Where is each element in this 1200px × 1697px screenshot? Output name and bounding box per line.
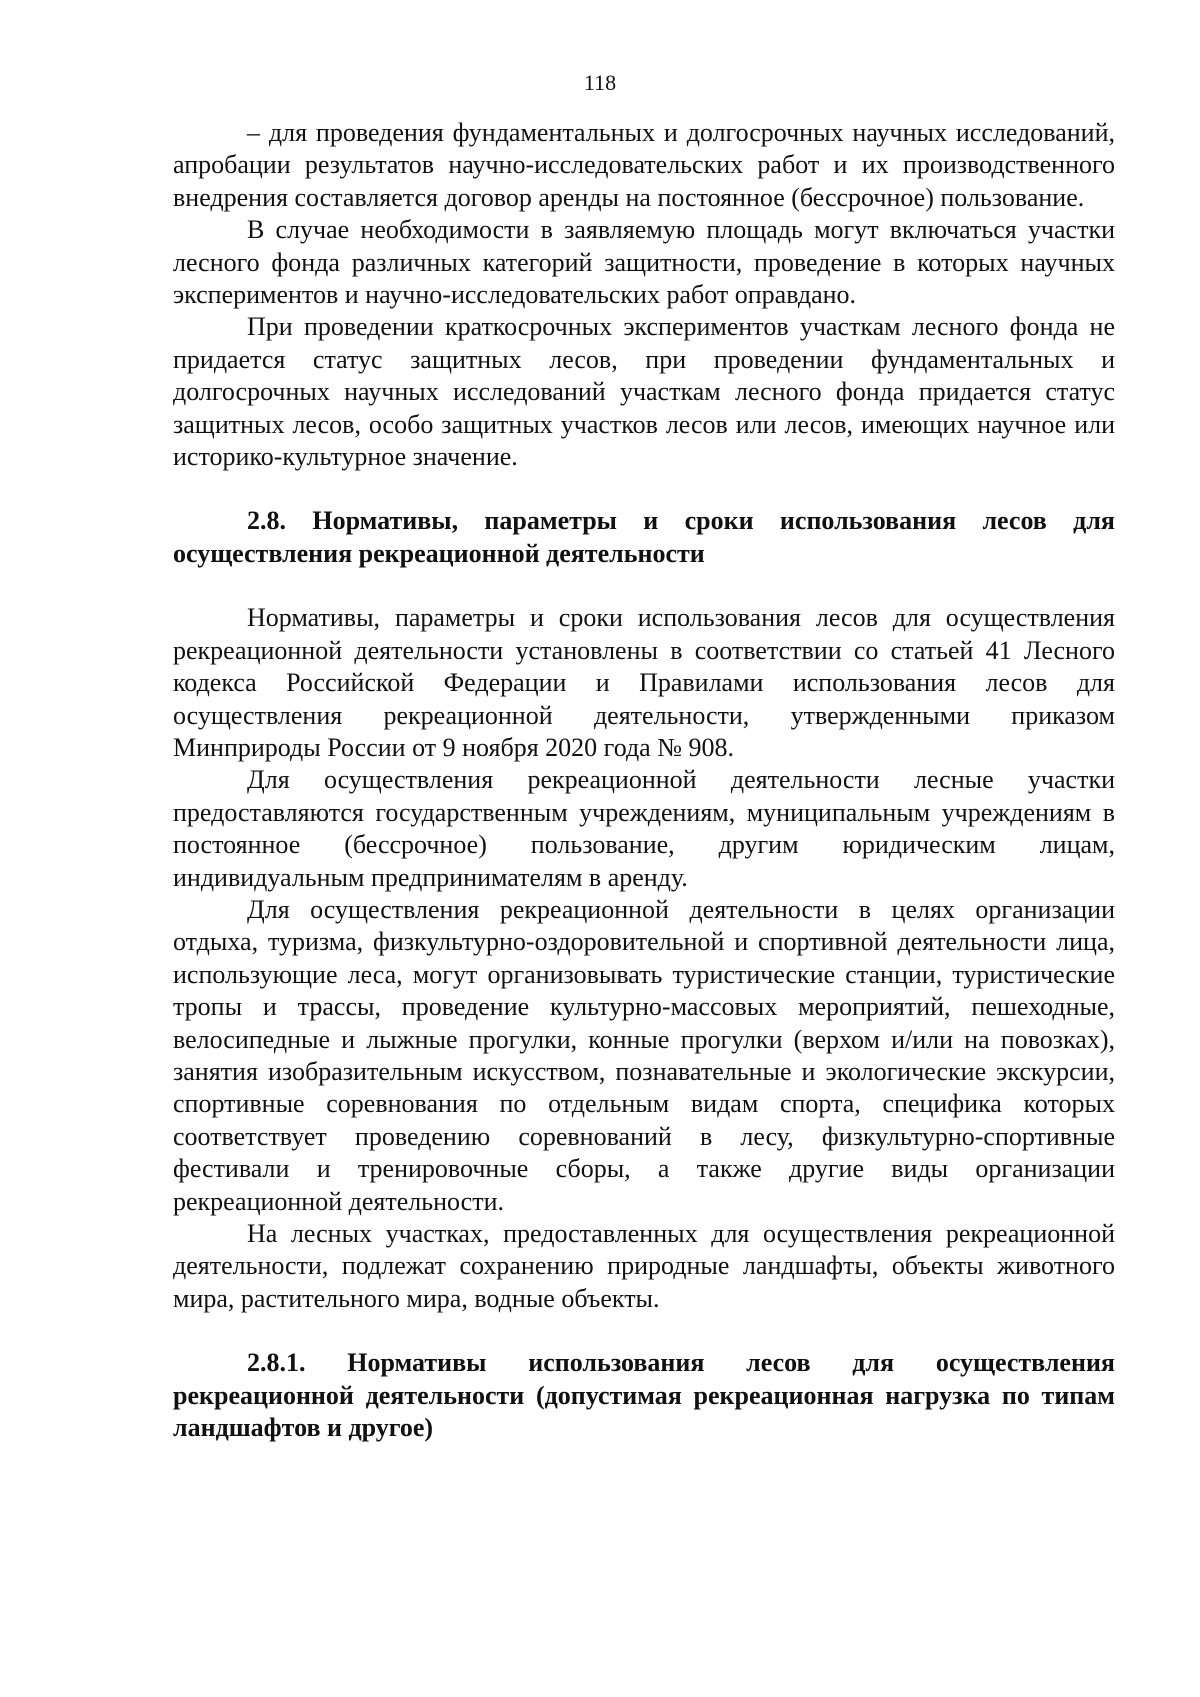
paragraph: – для проведения фундаментальных и долгосрочных научных исследований, апробации результатов научно-исследовательских работ и их производственного внедрения составляется договор аренды на постоянное (бессрочное) пользование.	[173, 118, 1115, 212]
paragraph: При проведении краткосрочных экспериментов участкам лесного фонда не придается статус защитных лесов, при проведении фундаментальных и долгосрочных научных исследований участкам лесного фонда придается статус защитных лесов, особо защитных участков лесов или лесов, имеющих научное или историко-культурное значение.	[173, 312, 1115, 472]
paragraph: Для осуществления рекреационной деятельности в целях организации отдыха, туризма, физкультурно-оздоровительной и спортивной деятельности лица, использующие леса, могут организовывать туристические станции, туристические тропы и трассы, проведение культурно-массовых мероприятий, пешеходные, велосипедные и лыжные прогулки, конные прогулки (верхом и/или на повозках), занятия изобразительным искусством, познавательные и экологические экскурсии, спортивные соревнования по отдельным видам спорта, специфика которых соответствует проведению соревнований в лесу, физкультурно-спортивные фестивали и тренировочные сборы, а также другие виды организации рекреационной деятельности.	[173, 894, 1115, 1216]
paragraph: Нормативы, параметры и сроки использования лесов для осуществления рекреационной деятельности установлены в соответствии со статьей 41 Лесного кодекса Российской Федерации и Правилами использования лесов для осуществления рекреационной деятельности, утвержденными приказом Минприроды России от 9 ноября 2020 года № 908.	[173, 603, 1115, 762]
paragraph: Для осуществления рекреационной деятельности лесные участки предоставляются государственным учреждениям, муниципальным учреждениям в постоянное (бессрочное) пользование, другим юридическим лицам, индивидуальным предпринимателям в аренду.	[173, 765, 1115, 892]
paragraph: В случае необходимости в заявляемую площадь могут включаться участки лесного фонда различных категорий защитности, проведение в которых научных экспериментов и научно-исследовательских работ оправдано.	[173, 215, 1115, 310]
section-heading-2-8-1: 2.8.1. Нормативы использования лесов для осуществления рекреационной деятельности (допустимая рекреационная нагрузка по типам ландшафтов и другое)	[173, 1348, 1115, 1443]
page-content	[173, 117, 1115, 1444]
section-heading-2-8: 2.8. Нормативы, параметры и сроки использования лесов для осуществления рекреационной деятельности	[173, 506, 1115, 568]
page-number: 118	[583, 70, 617, 95]
paragraph: На лесных участках, предоставленных для осуществления рекреационной деятельности, подлежат сохранению природные ландшафты, объекты животного мира, растительного мира, водные объекты.	[173, 1219, 1115, 1313]
